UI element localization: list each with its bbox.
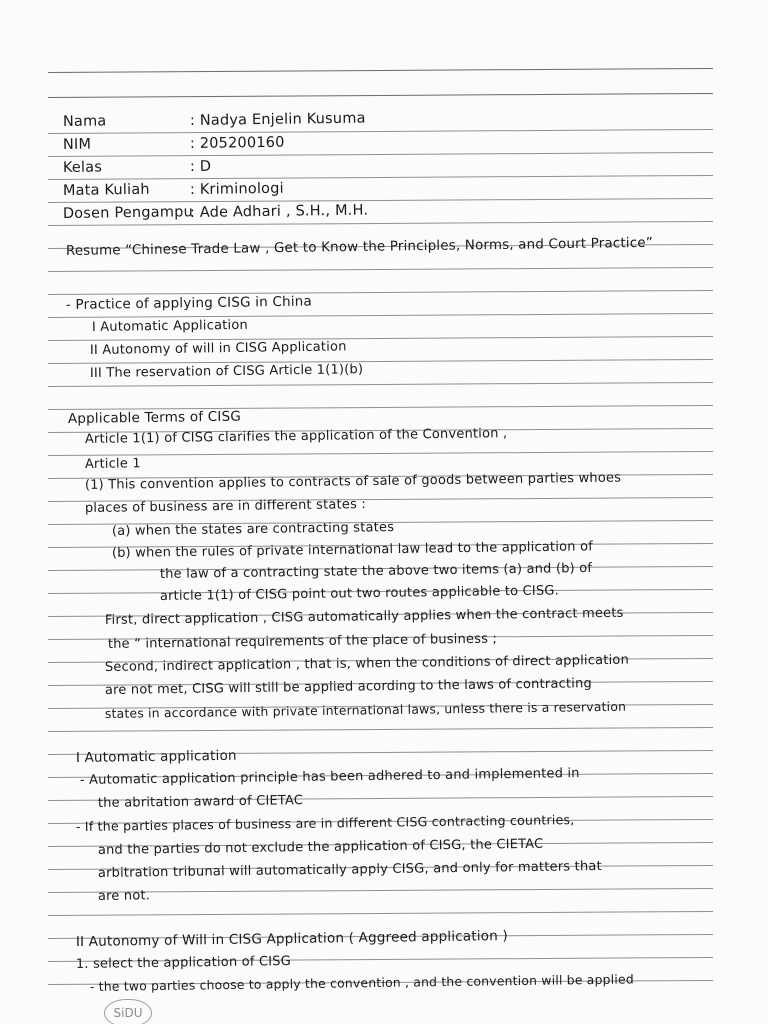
ruled-line: [48, 221, 713, 226]
practice-item: II Autonomy of will in CISG Application: [89, 339, 347, 358]
ruled-line: [48, 129, 713, 134]
kelas-value: : D: [189, 158, 212, 175]
practice-heading: - Practice of applying CISG in China: [65, 293, 313, 313]
nama-label: Nama: [62, 113, 107, 130]
ruled-line: [48, 336, 713, 341]
brand-stamp: SiDU: [104, 999, 152, 1024]
body-line: are not.: [97, 888, 151, 904]
ruled-line: [48, 313, 713, 318]
ruled-line: [48, 175, 713, 180]
kelas-label: Kelas: [62, 159, 103, 176]
dosen-value: : Ade Adhari , S.H., M.H.: [189, 202, 369, 221]
body-line: states in accordance with private international laws, unless there is a reservation: [104, 698, 627, 721]
body-line: (a) when the states are contracting states: [111, 520, 395, 539]
body-line: Article 1(1) of CISG clarifies the application of the Convention ,: [84, 426, 508, 447]
mata-kuliah-label: Mata Kuliah: [62, 181, 150, 199]
resume-title: Resume “Chinese Trade Law , Get to Know the Principles, Norms, and Court Practice”: [65, 235, 654, 259]
body-line: Second, indirect application , that is, when the conditions of direct application: [104, 652, 630, 675]
nim-value: : 205200160: [189, 134, 285, 152]
body-line: the law of a contracting state the above two items (a) and (b) of: [159, 560, 593, 582]
body-line: arbitration tribunal will automatically apply CISG, and only for matters that: [97, 858, 602, 881]
ruled-line: [48, 93, 713, 98]
ruled-line: [48, 267, 713, 272]
mata-kuliah-value: : Kriminologi: [189, 180, 284, 198]
ruled-line: [48, 359, 713, 364]
body-line: the “ international requirements of the place of business ;: [107, 631, 498, 652]
autonomy-heading: II Autonomy of Will in CISG Application ( Aggreed application ): [75, 927, 509, 950]
practice-item: III The reservation of CISG Article 1(1)(b): [89, 362, 364, 381]
body-line: 1. select the application of CISG: [75, 953, 292, 972]
ruled-line: [48, 451, 713, 456]
body-line: article 1(1) of CISG point out two routes applicable to CISG.: [159, 583, 560, 604]
body-line: (b) when the rules of private international law lead to the application of: [111, 539, 594, 561]
nama-value: : Nadya Enjelin Kusuma: [189, 110, 366, 129]
body-line: Article 1: [84, 456, 141, 472]
ruled-line: [48, 727, 713, 732]
automatic-heading: I Automatic application: [75, 747, 237, 766]
ruled-line: [48, 68, 713, 73]
dosen-label: Dosen Pengampu: [62, 204, 194, 222]
ruled-line: [48, 382, 713, 387]
ruled-line: [48, 198, 713, 203]
body-line: are not met, CISG will still be applied acording to the laws of contracting: [104, 676, 593, 698]
body-line: - the two parties choose to apply the convention , and the convention will be applied: [89, 971, 634, 994]
ruled-line: [48, 911, 713, 916]
ruled-line: [48, 152, 713, 157]
ruled-line: [48, 290, 713, 295]
body-line: - Automatic application principle has been adhered to and implemented in: [79, 766, 580, 788]
body-line: First, direct application , CISG automatically applies when the contract meets: [104, 605, 624, 628]
body-line: and the parties do not exclude the application of CISG, the CIETAC: [97, 836, 544, 858]
applicable-heading: Applicable Terms of CISG: [67, 408, 242, 427]
body-line: (1) This convention applies to contracts of sale of goods between parties whoes: [84, 470, 622, 493]
practice-item: I Automatic Application: [91, 317, 249, 335]
nim-label: NIM: [62, 136, 92, 153]
body-line: - If the parties places of business are in different CISG contracting countries,: [75, 812, 575, 834]
body-line: the abritation award of CIETAC: [97, 793, 304, 811]
body-line: places of business are in different states :: [84, 497, 367, 516]
